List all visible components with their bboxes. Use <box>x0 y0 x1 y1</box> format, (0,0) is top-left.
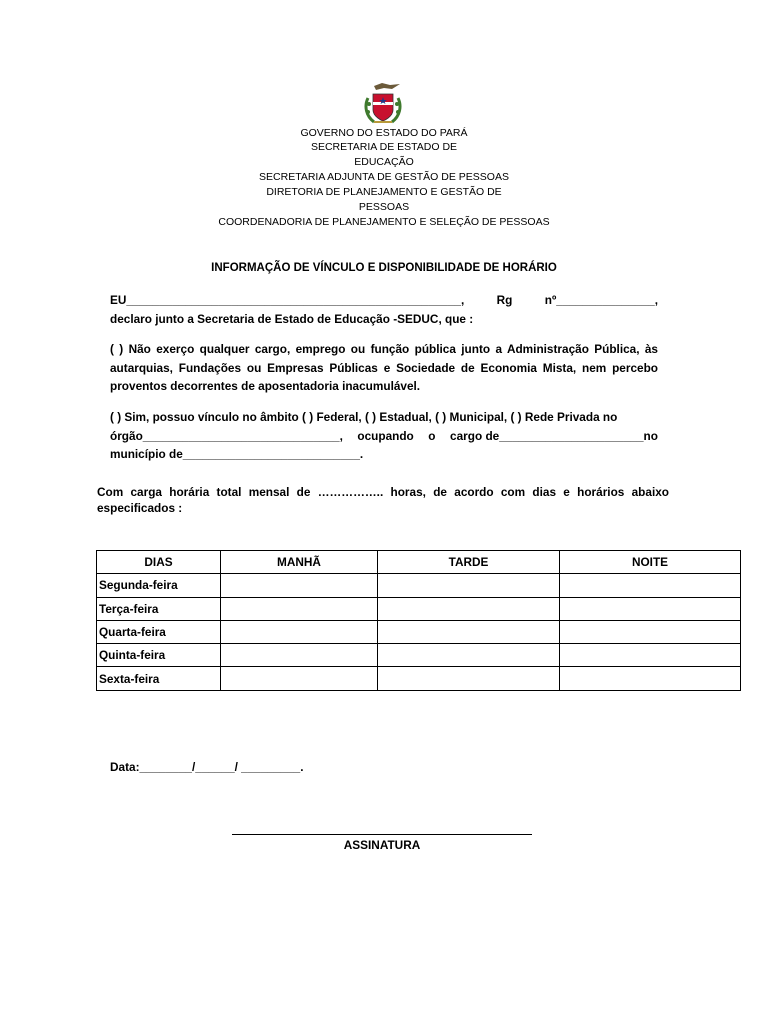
night-cell[interactable] <box>560 667 741 690</box>
morning-cell[interactable] <box>221 667 378 690</box>
schedule-table <box>96 550 741 691</box>
form-title: INFORMAÇÃO DE VÍNCULO E DISPONIBILIDADE DE HORÁRIO <box>211 262 557 274</box>
header-afternoon: TARDE <box>378 551 560 574</box>
header-line-government: GOVERNO DO ESTADO DO PARÁ <box>300 127 468 139</box>
table-row <box>97 667 741 690</box>
afternoon-cell[interactable] <box>378 620 560 643</box>
signature-line[interactable] <box>232 834 532 835</box>
rg-label: Rg <box>496 293 513 307</box>
header-line-adjunct-secretariat: SECRETARIA ADJUNTA DE GESTÃO DE PESSOAS <box>259 171 509 183</box>
option-no-link-paragraph: ( ) Não exerço qualquer cargo, emprego ou função pública junto a Administração Pública, às autarquias, Fundações ou Empresas Públicas e Sociedade de Economia Mista, nem percebo proventos decorrentes de aposentadoria inacumulável. <box>110 342 658 393</box>
night-cell[interactable] <box>560 574 741 597</box>
night-cell[interactable] <box>560 597 741 620</box>
morning-cell[interactable] <box>221 644 378 667</box>
schedule-header-row <box>97 551 741 574</box>
afternoon-cell[interactable] <box>378 597 560 620</box>
option-yes-first-line: ( ) Sim, possuo vínculo no âmbito ( ) Federal, ( ) Estadual, ( ) Municipal, ( ) Rede Privada no <box>110 410 618 424</box>
ocupando-text: ocupando <box>357 428 414 443</box>
signature-label: ASSINATURA <box>343 838 421 852</box>
identity-paragraph <box>110 291 658 328</box>
night-cell[interactable] <box>560 644 741 667</box>
day-label: Quarta-feira <box>97 620 221 643</box>
morning-cell[interactable] <box>221 620 378 643</box>
afternoon-cell[interactable] <box>378 574 560 597</box>
day-label: Terça-feira <box>97 597 221 620</box>
morning-cell[interactable] <box>221 597 378 620</box>
header-night: NOITE <box>560 551 741 574</box>
header-line-coordination: COORDENADORIA DE PLANEJAMENTO E SELEÇÃO DE PESSOAS <box>218 216 550 228</box>
day-label: Quinta-feira <box>97 644 221 667</box>
orgao-field[interactable]: órgão______________________________, <box>110 428 343 443</box>
header-line-directorate: DIRETORIA DE PLANEJAMENTO E GESTÃO DE <box>266 186 502 198</box>
night-cell[interactable] <box>560 620 741 643</box>
header-days: DIAS <box>97 551 221 574</box>
header-line-people: PESSOAS <box>358 201 410 213</box>
option-yes-link-paragraph <box>110 408 658 464</box>
day-label: Sexta-feira <box>97 667 221 690</box>
morning-cell[interactable] <box>221 574 378 597</box>
municipio-field[interactable]: município de___________________________. <box>110 447 364 461</box>
table-row <box>97 644 741 667</box>
afternoon-cell[interactable] <box>378 644 560 667</box>
name-field[interactable]: EU___________________________________________________, <box>110 293 465 307</box>
header-line-education: EDUCAÇÃO <box>354 156 414 168</box>
header-morning: MANHÃ <box>221 551 378 574</box>
workload-paragraph: Com carga horária total mensal de …………….. horas, de acordo com dias e horários abaixo especificados : <box>97 485 669 515</box>
table-row <box>97 574 741 597</box>
table-row <box>97 597 741 620</box>
declaration-text: declaro junto a Secretaria de Estado de Educação -SEDUC, que : <box>110 311 474 326</box>
date-field[interactable]: Data:________/______/ _________. <box>110 760 304 774</box>
table-row <box>97 620 741 643</box>
afternoon-cell[interactable] <box>378 667 560 690</box>
day-label: Segunda-feira <box>97 574 221 597</box>
header-line-secretariat: SECRETARIA DE ESTADO DE <box>310 141 458 153</box>
state-crest-logo <box>360 82 406 126</box>
rg-number-field[interactable]: nº_______________, <box>544 293 658 307</box>
o-text: o <box>428 428 436 443</box>
cargo-field[interactable]: cargo de______________________no <box>450 428 658 443</box>
